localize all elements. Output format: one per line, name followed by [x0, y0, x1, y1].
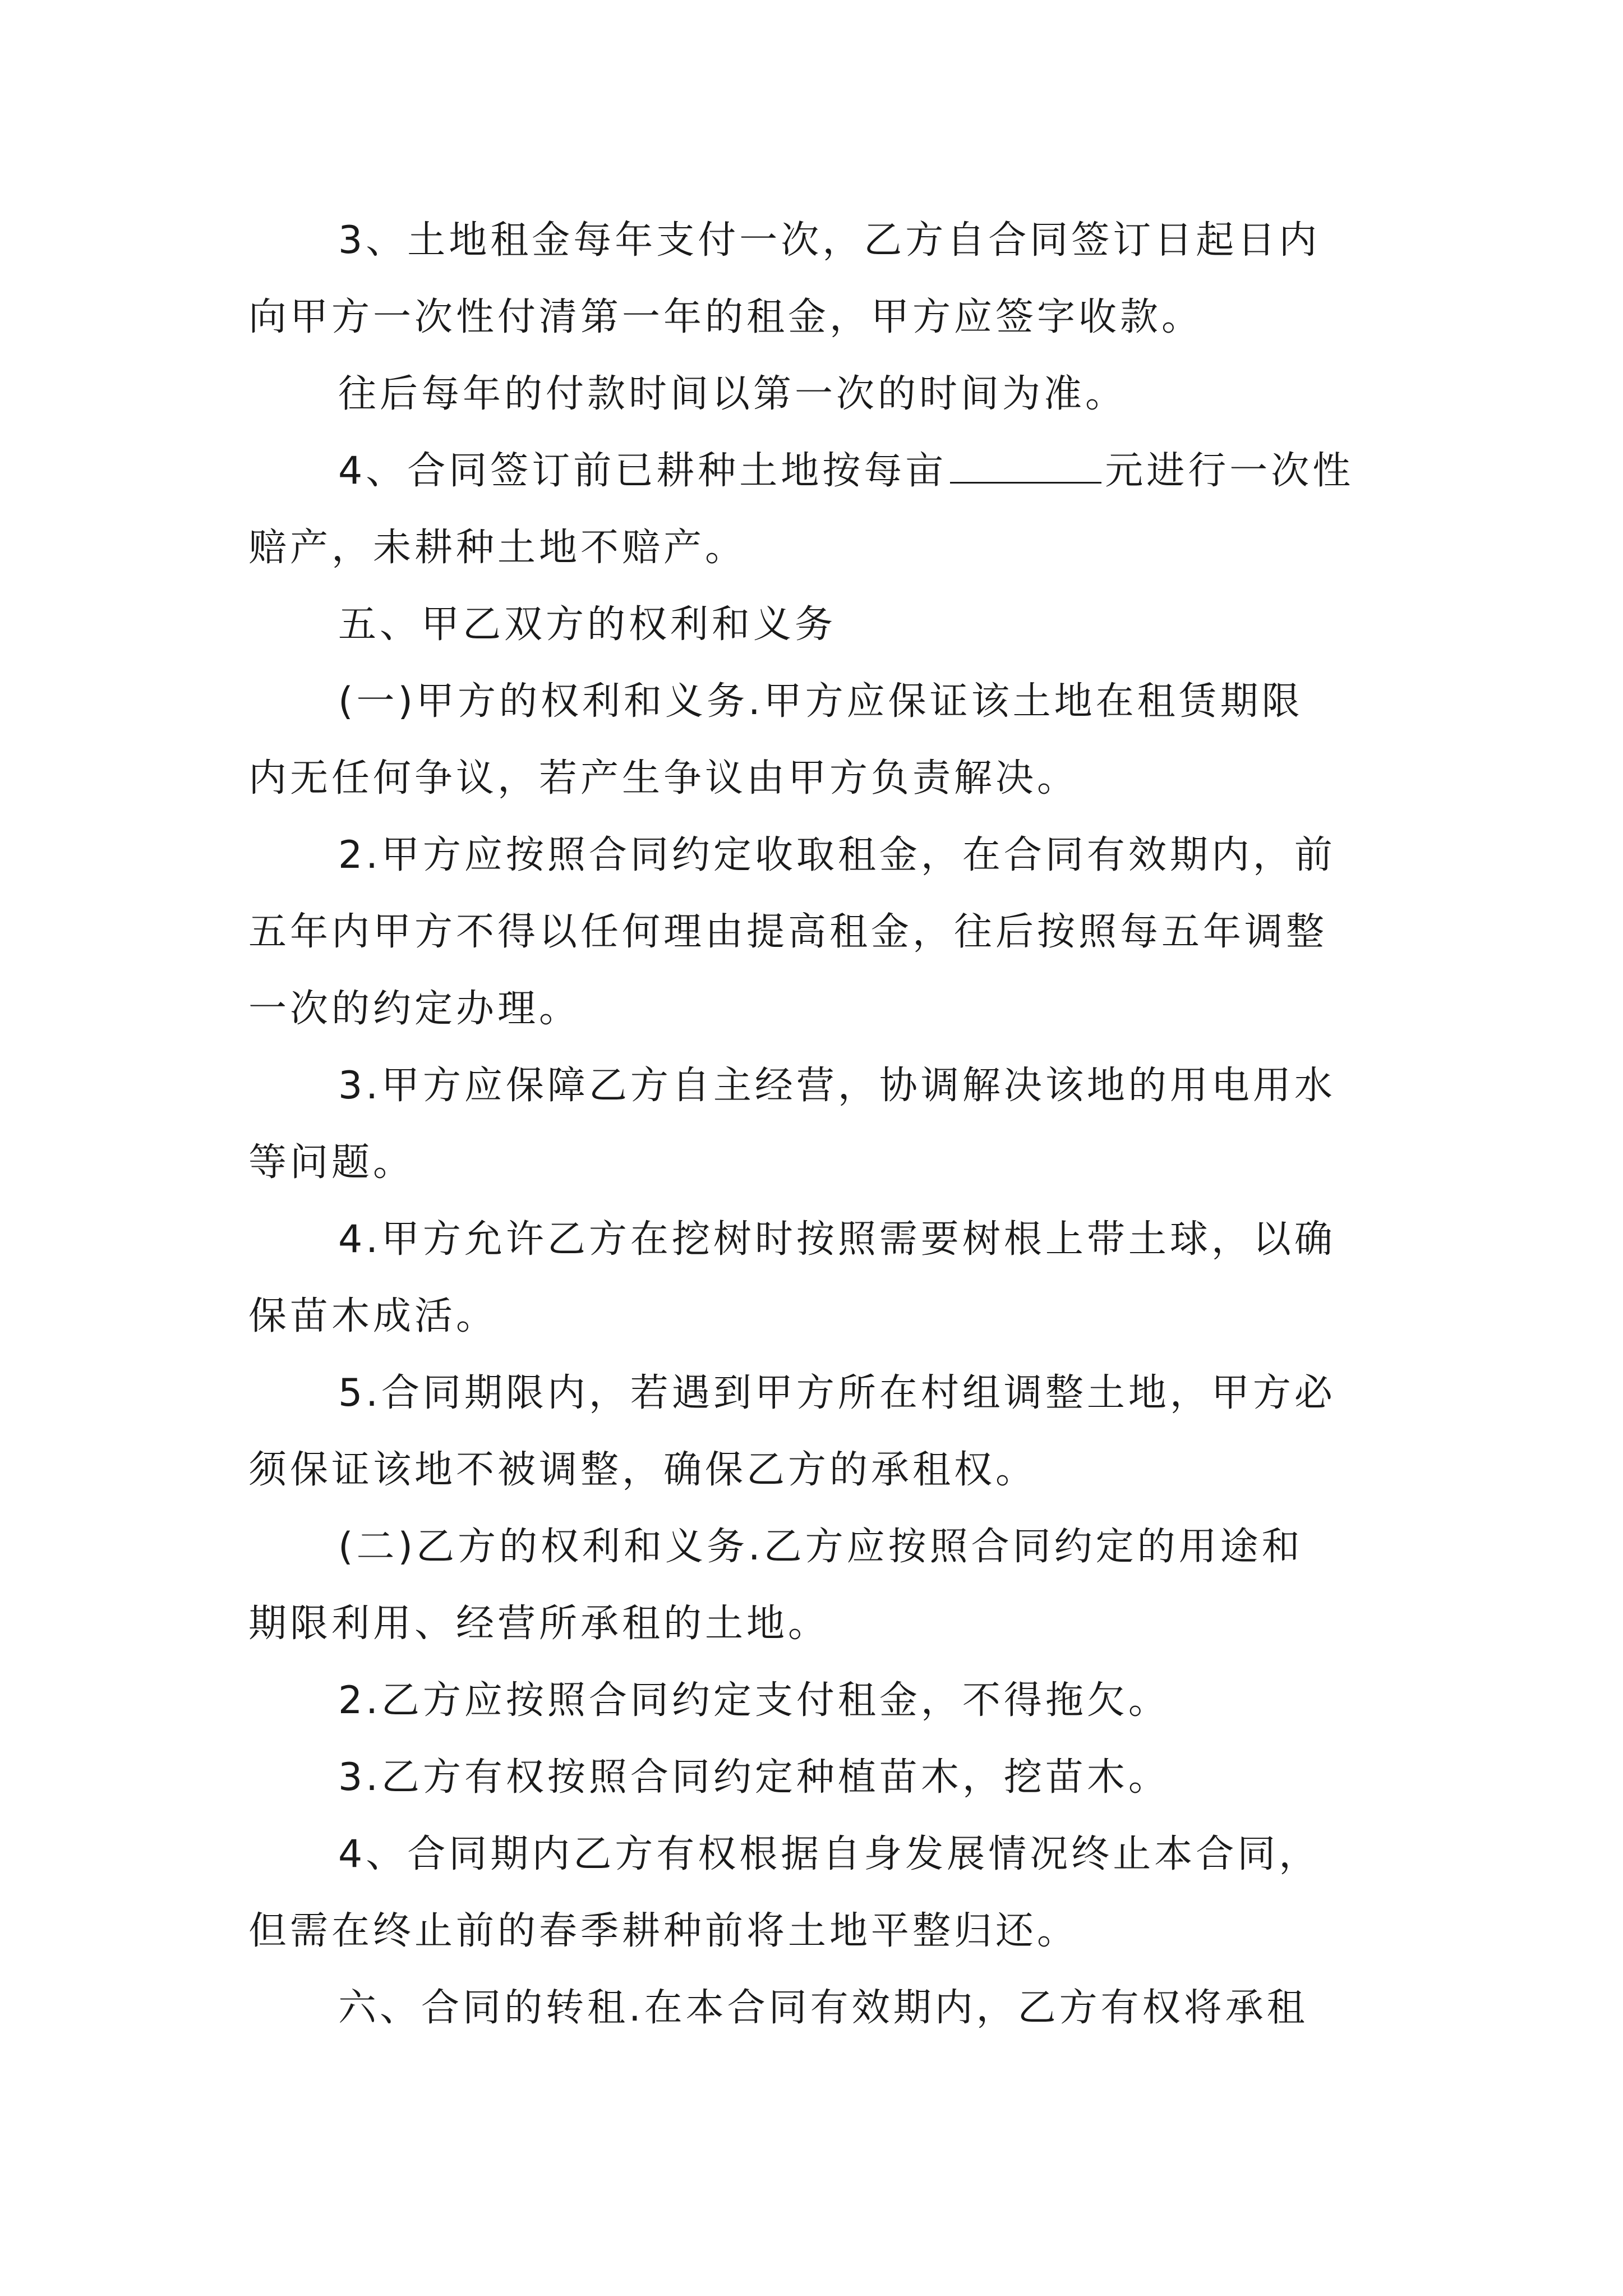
text-line: 一次的约定办理。: [248, 987, 581, 1031]
text-line: 向甲方一次性付清第一年的租金，甲方应签字收款。: [248, 295, 1204, 339]
text-line: 2.甲方应按照合同约定收取租金，在合同有效期内，前: [338, 833, 1336, 877]
fill-in-blank: [950, 453, 1101, 484]
text-line: 4.甲方允许乙方在挖树时按照需要树根上带土球，以确: [338, 1217, 1336, 1262]
section-heading: 六、合同的转租.在本合同有效期内，乙方有权将承租: [338, 1986, 1308, 2030]
text-line: 期限利用、经营所承租的土地。: [248, 1602, 830, 1646]
text-line: (二)乙方的权利和义务.乙方应按照合同约定的用途和: [338, 1525, 1303, 1569]
text-line: 但需在终止前的春季耕种前将土地平整归还。: [248, 1909, 1079, 1953]
text-segment: 4、合同签订前已耕种土地按每亩: [338, 449, 947, 493]
text-line: 2.乙方应按照合同约定支付租金，不得拖欠。: [338, 1678, 1170, 1723]
text-line: 3、土地租金每年支付一次，乙方自合同签订日起日内: [338, 218, 1321, 263]
text-line: 3.甲方应保障乙方自主经营，协调解决该地的用电用水: [338, 1064, 1336, 1108]
text-line: 等问题。: [248, 1140, 415, 1185]
text-line: 3.乙方有权按照合同约定种植苗木，挖苗木。: [338, 1755, 1170, 1800]
text-line: 须保证该地不被调整，确保乙方的承租权。: [248, 1448, 1038, 1492]
text-line: 往后每年的付款时间以第一次的时间为准。: [338, 372, 1127, 416]
text-line: 赔产，未耕种土地不赔产。: [248, 526, 747, 570]
text-segment: 元进行一次性: [1105, 449, 1354, 493]
text-line: (一)甲方的权利和义务.甲方应保证该土地在租赁期限: [338, 679, 1303, 724]
text-line: 内无任何争议，若产生争议由甲方负责解决。: [248, 756, 1079, 800]
text-line: 4、合同期内乙方有权根据自身发展情况终止本合同，: [338, 1832, 1321, 1876]
text-line: 保苗木成活。: [248, 1294, 498, 1338]
text-line: 5.合同期限内，若遇到甲方所在村组调整土地，甲方必: [338, 1371, 1336, 1415]
section-heading: 五、甲乙双方的权利和义务: [338, 602, 837, 647]
text-line: 五年内甲方不得以任何理由提高租金，往后按照每五年调整: [248, 910, 1328, 954]
document-body: [248, 202, 1381, 2046]
text-line-with-blank: [248, 432, 1381, 509]
